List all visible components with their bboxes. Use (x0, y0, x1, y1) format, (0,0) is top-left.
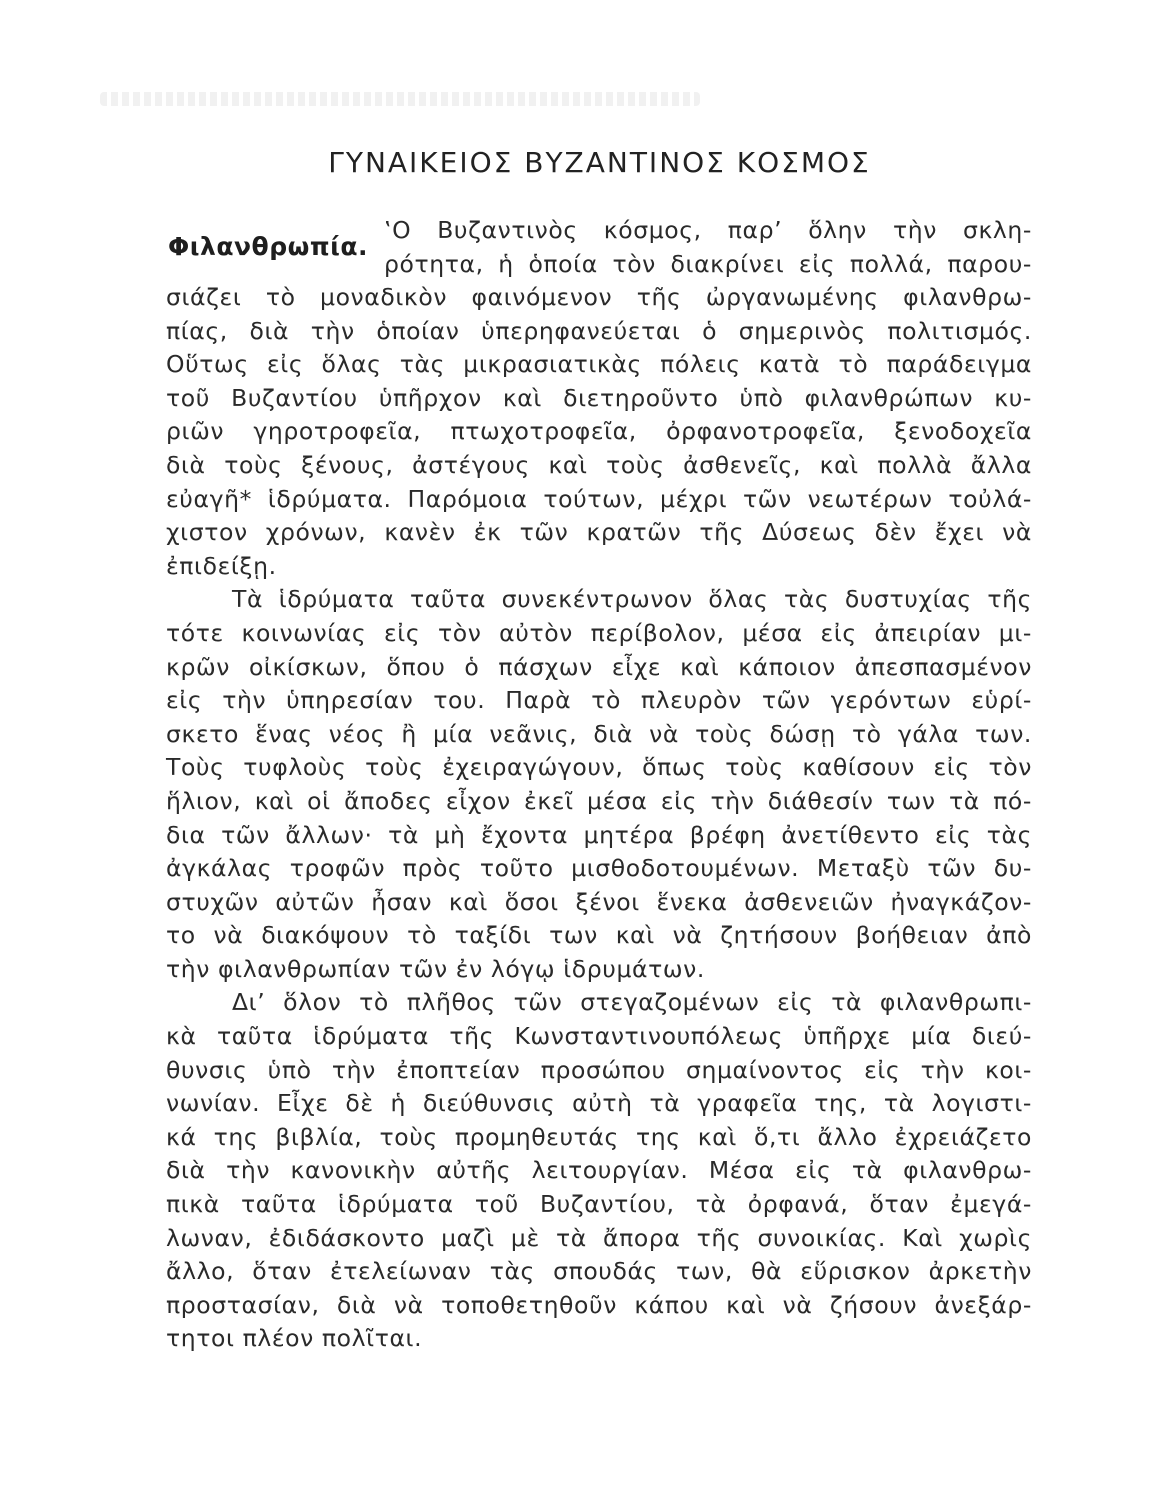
paragraph (166, 281, 1032, 583)
text-line: στυχῶν αὐτῶν ἦσαν καὶ ὅσοι ξένοι ἕνεκα ἀσθενειῶν ἠναγκάζον- (166, 887, 1032, 916)
text-line: ρότητα, ἡ ὁποία τὸν διακρίνει εἰς πολλά, παρου- (384, 249, 1032, 278)
text-line: θυνσις ὑπὸ τὴν ἐποπτείαν προσώπου σημαίνοντος εἰς τὴν κοι- (166, 1055, 1032, 1084)
body-text (166, 281, 1032, 1356)
text-line: Οὕτως εἰς ὅλας τὰς μικρασιατικὰς πόλεις κατὰ τὸ παράδειγμα (166, 350, 1032, 379)
text-line: ‛Ο Βυζαντινὸς κόσμος, παρ’ ὅλην τὴν σκλη- (384, 216, 1032, 244)
text-line: Τὰ ἱδρύματα ταῦτα συνεκέντρωνον ὅλας τὰς δυστυχίας τῆς (232, 585, 1032, 614)
text-line: κὰ ταῦτα ἱδρύματα τῆς Κωνσταντινουπόλεως ὑπῆρχε μία διεύ- (166, 1022, 1032, 1051)
text-line: διὰ τοὺς ξένους, ἀστέγους καὶ τοὺς ἀσθενεῖς, καὶ πολλὰ ἄλλα (166, 450, 1032, 479)
text-line: διὰ τὴν κανονικὴν αὐτῆς λειτουργίαν. Μέσα εἰς τὰ φιλανθρω- (166, 1156, 1032, 1185)
text-line: λωναν, ἐδιδάσκοντο μαζὶ μὲ τὰ ἄπορα τῆς συνοικίας. Καὶ χωρὶς (166, 1223, 1032, 1252)
text-line: ἐπιδείξῃ. (166, 551, 277, 580)
text-line: κά της βιβλία, τοὺς προμηθευτάς της καὶ ὅ,τι ἄλλο ἐχρειάζετο (166, 1122, 1032, 1151)
text-line: σιάζει τὸ μοναδικὸν φαινόμενον τῆς ὠργανωμένης φιλανθρω- (166, 283, 1032, 311)
text-line: σκετο ἕνας νέος ἢ μία νεᾶνις, διὰ νὰ τοὺς δώσῃ τὸ γάλα των. (166, 719, 1032, 748)
text-line: ἥλιον, καὶ οἱ ἄποδες εἶχον ἐκεῖ μέσα εἰς τὴν διάθεσίν των τὰ πό- (166, 786, 1032, 815)
paragraph (166, 583, 1032, 986)
text-line: κρῶν οἰκίσκων, ὅπου ὁ πάσχων εἶχε καὶ κάποιον ἀπεσπασμένον (166, 652, 1032, 681)
text-line: εἰς τὴν ὑπηρεσίαν του. Παρὰ τὸ πλευρὸν τῶν γερόντων εὑρί- (166, 686, 1032, 715)
text-line: πίας, διὰ τὴν ὁποίαν ὑπερηφανεύεται ὁ σημερινὸς πολιτισμός. (166, 316, 1032, 345)
text-line: Τοὺς τυφλοὺς τοὺς ἐχειραγώγουν, ὅπως τοὺς καθίσουν εἰς τὸν (166, 753, 1032, 782)
section-heading: Φιλανθρωπία. (168, 232, 369, 261)
text-line: ἀγκάλας τροφῶν πρὸς τοῦτο μισθοδοτουμένων. Μεταξὺ τῶν δυ- (166, 854, 1032, 883)
text-line: νωνίαν. Εἶχε δὲ ἡ διεύθυνσις αὐτὴ τὰ γραφεῖα της, τὰ λογιστι- (166, 1089, 1032, 1118)
text-line: ἄλλο, ὅταν ἐτελείωναν τὰς σπουδάς των, θὰ εὕρισκον ἀρκετὴν (166, 1257, 1032, 1286)
text-line: προστασίαν, διὰ νὰ τοποθετηθοῦν κάπου καὶ νὰ ζήσουν ἀνεξάρ- (166, 1290, 1032, 1319)
paragraph (166, 986, 1032, 1356)
page-title: ΓΥΝΑΙΚΕΙΟΣ ΒΥΖΑΝΤΙΝΟΣ ΚΟΣΜΟΣ (328, 146, 871, 179)
text-line: Δι’ ὅλον τὸ πλῆθος τῶν στεγαζομένων εἰς τὰ φιλανθρωπι- (232, 988, 1032, 1017)
text-line: πικὰ ταῦτα ἱδρύματα τοῦ Βυζαντίου, τὰ ὀρφανά, ὅταν ἐμεγά- (166, 1190, 1032, 1219)
faded-running-head (100, 92, 700, 106)
text-line: τητοι πλέον πολῖται. (166, 1324, 423, 1353)
text-line: τὴν φιλανθρωπίαν τῶν ἐν λόγῳ ἱδρυμάτων. (166, 954, 705, 983)
text-line: ριῶν γηροτροφεῖα, πτωχοτροφεῖα, ὀρφανοτροφεῖα, ξενοδοχεῖα (166, 417, 1032, 446)
text-line: χιστον χρόνων, κανὲν ἐκ τῶν κρατῶν τῆς Δύσεως δὲν ἔχει νὰ (166, 518, 1032, 547)
text-line: δια τῶν ἄλλων· τὰ μὴ ἔχοντα μητέρα βρέφη ἀνετίθεντο εἰς τὰς (166, 820, 1032, 849)
text-line: εὐαγῆ* ἱδρύματα. Παρόμοια τούτων, μέχρι τῶν νεωτέρων τοὐλά- (166, 484, 1032, 513)
lead-paragraph-start (384, 214, 1032, 281)
text-line: τοῦ Βυζαντίου ὑπῆρχον καὶ διετηροῦντο ὑπὸ φιλανθρώπων κυ- (166, 383, 1032, 412)
text-line: τότε κοινωνίας εἰς τὸν αὐτὸν περίβολον, μέσα εἰς ἀπειρίαν μι- (166, 618, 1032, 647)
text-line: το νὰ διακόψουν τὸ ταξίδι των καὶ νὰ ζητήσουν βοήθειαν ἀπὸ (166, 921, 1032, 950)
